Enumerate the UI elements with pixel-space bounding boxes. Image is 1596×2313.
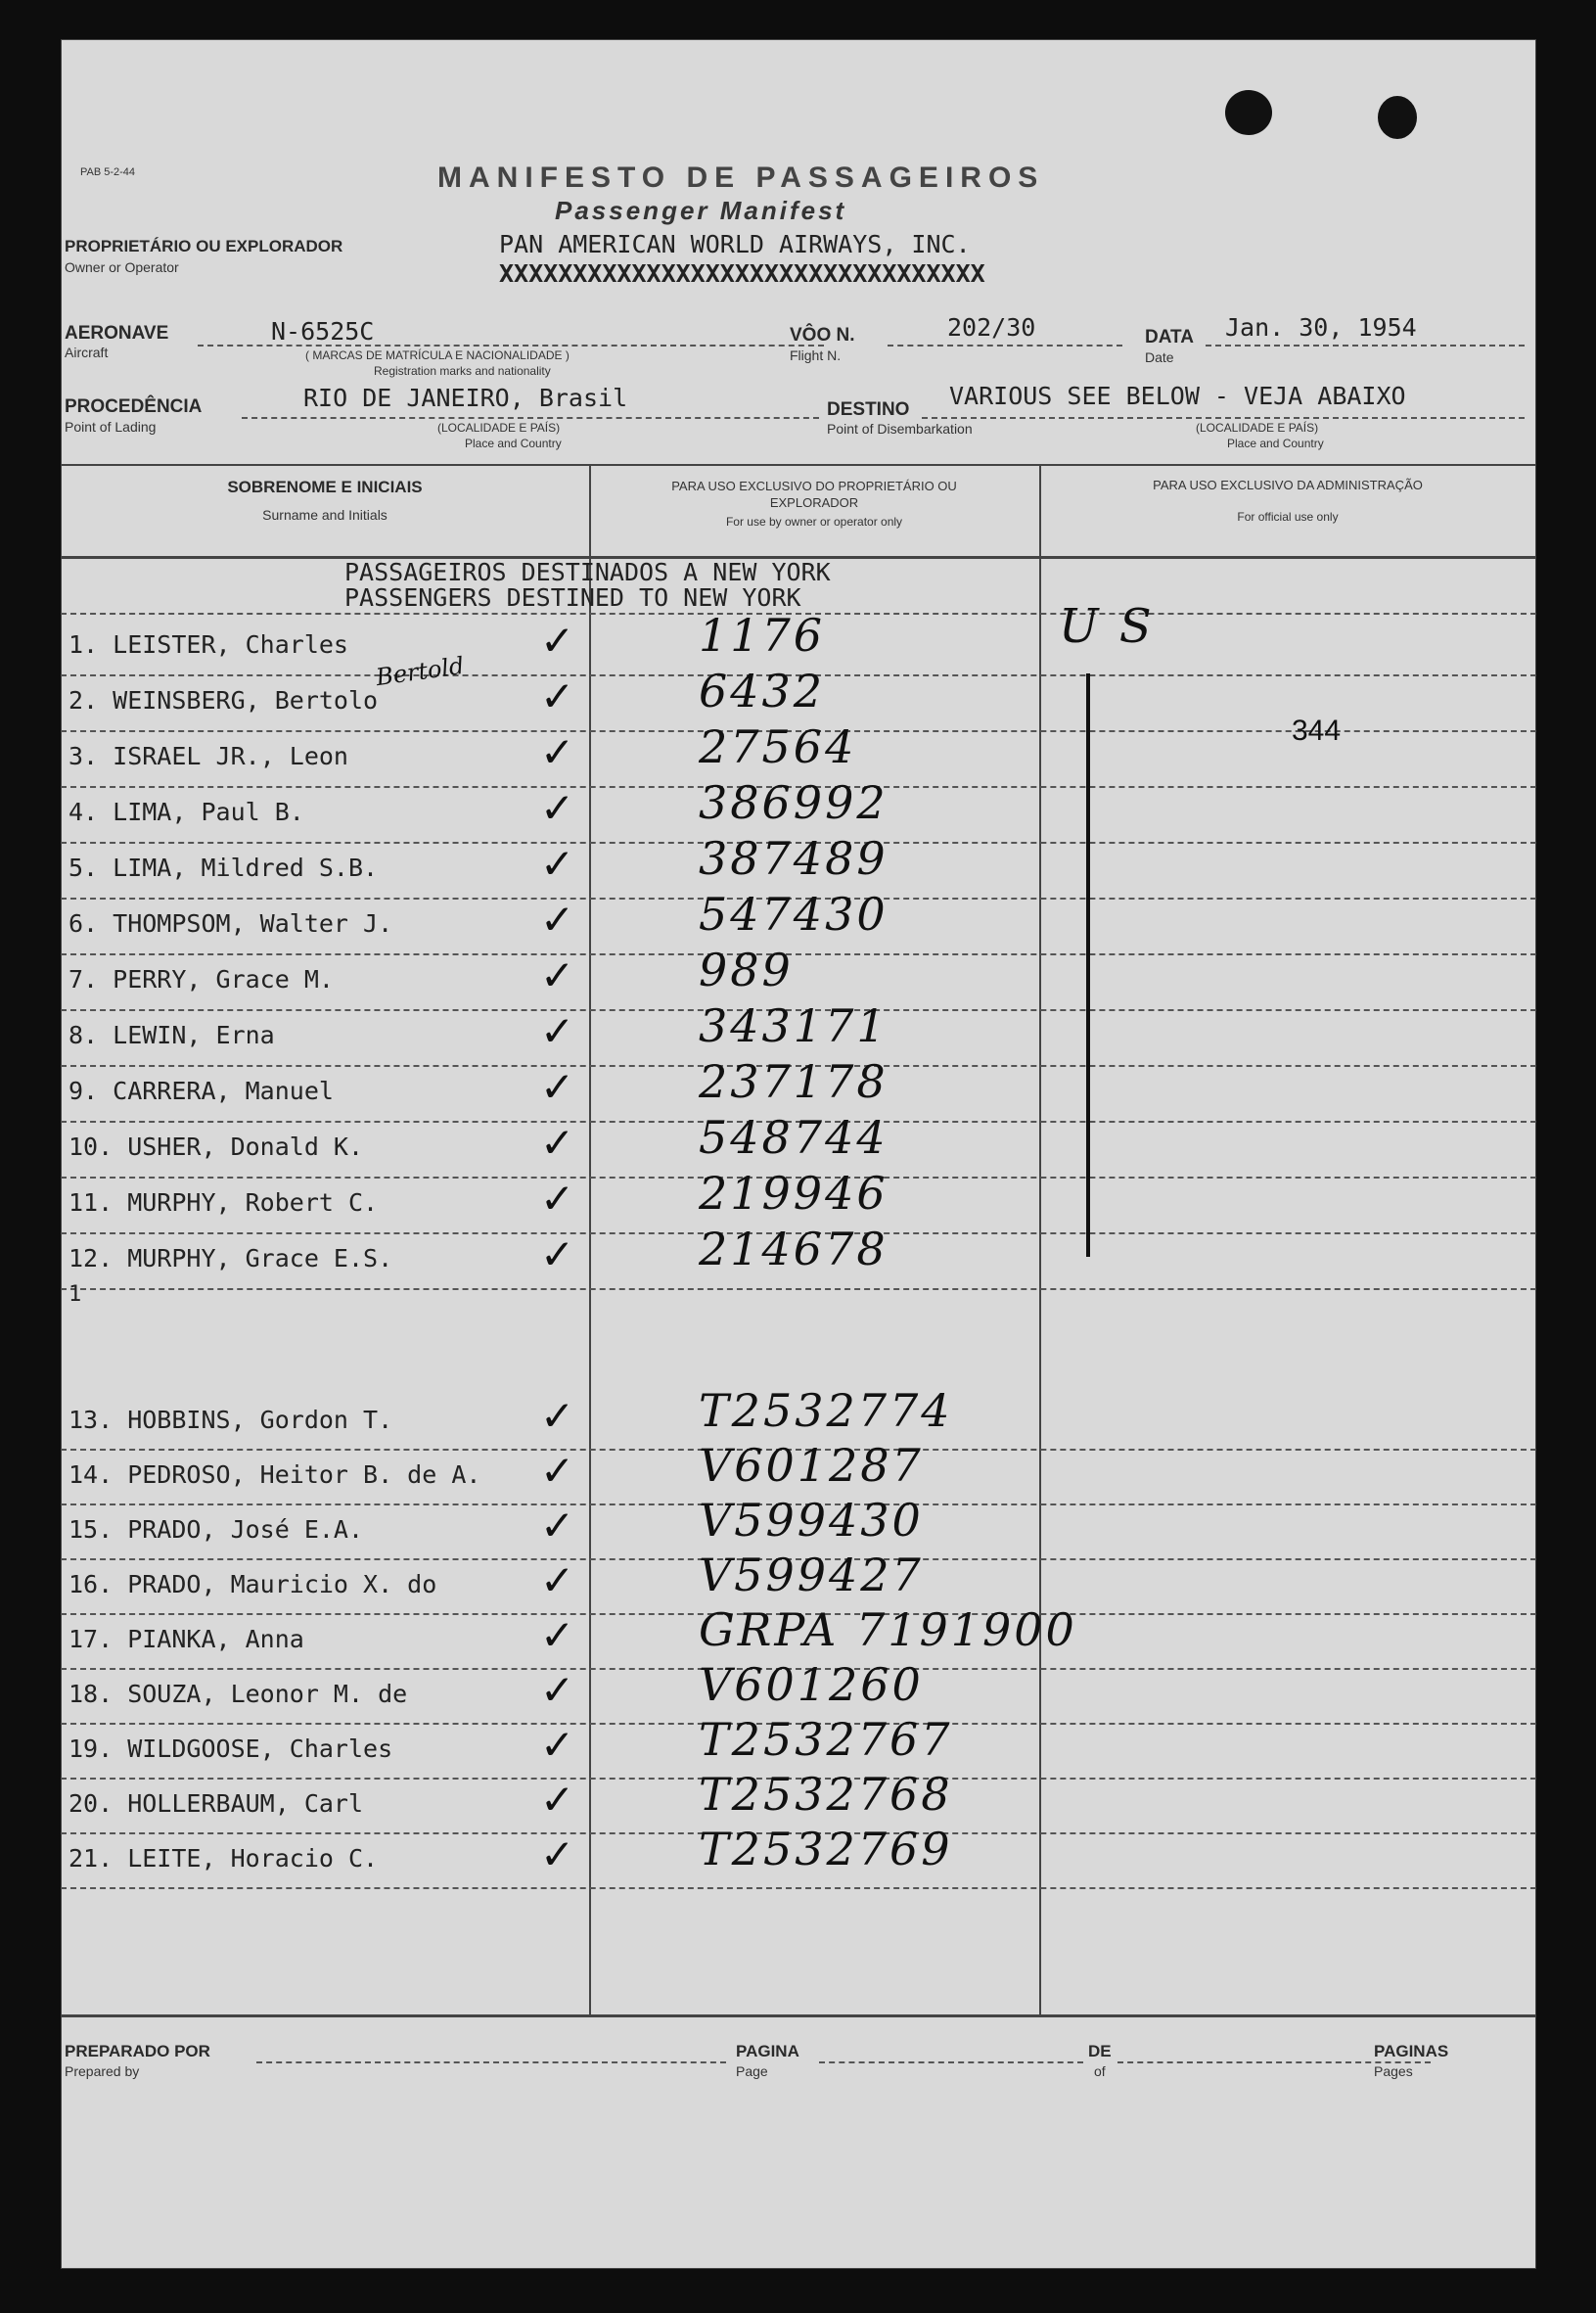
pages-label-en: Pages [1374,2063,1413,2079]
passport-number: 989 [699,944,794,996]
checkmark-icon: ✓ [540,1556,575,1604]
stray-mark: 1 [68,1282,82,1307]
checkmark-icon: ✓ [540,1447,575,1495]
prepared-line [256,2061,726,2063]
flight-label: VÔO N. [790,325,855,346]
passport-number: V601260 [699,1658,924,1711]
origin-note-en: Place and Country [465,437,562,450]
flight-label-en: Flight N. [790,347,842,363]
checkmark-icon: ✓ [540,951,575,999]
passport-number: V601287 [699,1439,924,1492]
date-label-en: Date [1145,349,1174,365]
checkmark-icon: ✓ [540,1611,575,1659]
column-header-owner-en: For use by owner or operator only [725,515,903,529]
passenger-name: 3. ISRAEL JR., Leon [68,742,348,770]
date-value: Jan. 30, 1954 [1225,313,1417,342]
aircraft-value: N-6525C [271,317,375,346]
passenger-name: 11. MURPHY, Robert C. [68,1188,379,1217]
passenger-name: 9. CARRERA, Manuel [68,1077,334,1105]
flight-line [888,345,1122,347]
origin-label: PROCEDÊNCIA [65,396,203,417]
origin-value: RIO DE JANEIRO, Brasil [303,384,628,412]
passport-number: 386992 [699,776,889,829]
page-line [819,2061,1083,2063]
aircraft-line [198,345,824,347]
of-label-en: of [1094,2063,1106,2079]
checkmark-icon: ✓ [540,728,575,776]
section-heading-pt: PASSAGEIROS DESTINADOS A NEW YORK [344,558,831,586]
checkmark-icon: ✓ [540,784,575,832]
date-label: DATA [1145,327,1194,347]
checkmark-icon: ✓ [540,840,575,888]
checkmark-icon: ✓ [540,1776,575,1824]
pages-label: PAGINAS [1374,2042,1449,2060]
passport-number: T2532774 [699,1384,953,1437]
passport-number: 547430 [699,888,889,941]
row-rule [61,1887,1536,1889]
flight-value: 202/30 [947,313,1036,342]
passenger-name: 8. LEWIN, Erna [68,1021,275,1049]
passenger-name: 20. HOLLERBAUM, Carl [68,1789,364,1818]
handwritten-correction: Bertold [374,651,466,692]
passenger-name: 17. PIANKA, Anna [68,1625,304,1653]
passport-number: 548744 [699,1111,889,1164]
origin-note: (LOCALIDADE E PAÍS) [437,421,561,435]
destination-line [922,417,1525,419]
prepared-label-en: Prepared by [65,2063,140,2079]
destination-label-en: Point of Disembarkation [827,421,973,437]
page-label-en: Page [736,2063,768,2079]
owner-label: PROPRIETÁRIO OU EXPLORADOR [65,237,343,255]
table-bottom-border [61,2014,1536,2017]
row-rule [61,953,1536,955]
checkmark-icon: ✓ [540,1175,575,1223]
passenger-name: 2. WEINSBERG, Bertolo [68,686,379,715]
passport-number: GRPA 7191900 [699,1603,1077,1656]
checkmark-icon: ✓ [540,672,575,720]
of-label: DE [1088,2042,1112,2060]
aircraft-note: ( MARCAS DE MATRÍCULA E NACIONALIDADE ) [305,348,570,362]
column-header-owner-pt: PARA USO EXCLUSIVO DO PROPRIETÁRIO OU EXPLORADOR [671,479,957,510]
checkmark-icon: ✓ [540,896,575,944]
passport-number: V599430 [699,1494,924,1547]
passenger-name: 19. WILDGOOSE, Charles [68,1735,393,1763]
aircraft-label: AERONAVE [65,323,169,344]
section-heading-en: PASSENGERS DESTINED TO NEW YORK [344,583,801,612]
table-top-border [61,464,1536,466]
passenger-name: 6. THOMPSOM, Walter J. [68,909,393,938]
passport-number: 343171 [699,999,889,1052]
passport-number: 6432 [699,665,826,717]
page-title: MANIFESTO DE PASSAGEIROS [437,162,1045,194]
passport-number: T2532769 [699,1823,953,1875]
column-header-name-pt: SOBRENOME E INICIAIS [227,478,423,496]
owner-label-en: Owner or Operator [65,259,179,275]
checkmark-icon: ✓ [540,1230,575,1278]
owner-struck: XXXXXXXXXXXXXXXXXXXXXXXXXXXXXXXXX [499,259,985,288]
passport-number: T2532768 [699,1768,953,1821]
ink-blot [1378,96,1417,139]
destination-label: DESTINO [827,399,910,420]
passenger-name: 16. PRADO, Mauricio X. do [68,1570,437,1598]
date-line [1206,345,1525,347]
passport-number: 214678 [699,1223,889,1275]
passenger-name: 18. SOUZA, Leonor M. de [68,1680,408,1708]
checkmark-icon: ✓ [540,1502,575,1550]
page-subtitle: Passenger Manifest [555,196,847,225]
row-rule [61,1288,1536,1290]
passenger-name: 10. USHER, Donald K. [68,1133,364,1161]
passport-number: 219946 [699,1167,889,1220]
checkmark-icon: ✓ [540,1721,575,1769]
passenger-name: 7. PERRY, Grace M. [68,965,334,994]
column-divider [1039,464,1041,2014]
destination-note: (LOCALIDADE E PAÍS) [1196,421,1319,435]
passport-number: V599427 [699,1549,924,1601]
passenger-name: 15. PRADO, José E.A. [68,1515,364,1544]
checkmark-icon: ✓ [540,1063,575,1111]
column-header-name-en: Surname and Initials [262,507,388,523]
checkmark-icon: ✓ [540,1666,575,1714]
origin-line [242,417,819,419]
owner-value: PAN AMERICAN WORLD AIRWAYS, INC. [499,230,971,258]
passport-number: 237178 [699,1055,889,1108]
ink-blot [1225,90,1272,135]
passenger-name: 1. LEISTER, Charles [68,630,348,659]
prepared-label: PREPARADO POR [65,2042,210,2060]
checkmark-icon: ✓ [540,1119,575,1167]
passport-number: T2532767 [699,1713,953,1766]
admin-number: 344 [1292,715,1342,747]
passenger-name: 13. HOBBINS, Gordon T. [68,1406,393,1434]
column-header-admin-en: For official use only [1237,510,1339,524]
column-header-admin [1039,478,1536,524]
destination-value: VARIOUS SEE BELOW - VEJA ABAIXO [949,382,1406,410]
admin-bracket-line [1086,673,1090,1257]
passenger-name: 4. LIMA, Paul B. [68,798,304,826]
column-header-name [61,478,589,523]
column-header-owner [638,478,990,529]
passenger-name: 21. LEITE, Horacio C. [68,1844,379,1873]
passport-number: 1176 [699,609,826,662]
checkmark-icon: ✓ [540,1007,575,1055]
passport-number: 387489 [699,832,889,885]
origin-label-en: Point of Lading [65,419,157,435]
checkmark-icon: ✓ [540,1830,575,1878]
admin-us-mark: U S [1059,599,1155,654]
page-label: PAGINA [736,2042,799,2060]
manifest-page [61,39,1536,2269]
passenger-name: 14. PEDROSO, Heitor B. de A. [68,1460,481,1489]
column-divider [589,464,591,2014]
passport-number: 27564 [699,720,857,773]
checkmark-icon: ✓ [540,1392,575,1440]
checkmark-icon: ✓ [540,617,575,665]
passenger-name: 5. LIMA, Mildred S.B. [68,854,379,882]
column-header-admin-pt: PARA USO EXCLUSIVO DA ADMINISTRAÇÃO [1153,478,1423,492]
aircraft-label-en: Aircraft [65,345,109,360]
destination-note-en: Place and Country [1227,437,1324,450]
form-code: PAB 5-2-44 [80,166,136,178]
aircraft-note-en: Registration marks and nationality [374,364,551,378]
passenger-name: 12. MURPHY, Grace E.S. [68,1244,393,1272]
